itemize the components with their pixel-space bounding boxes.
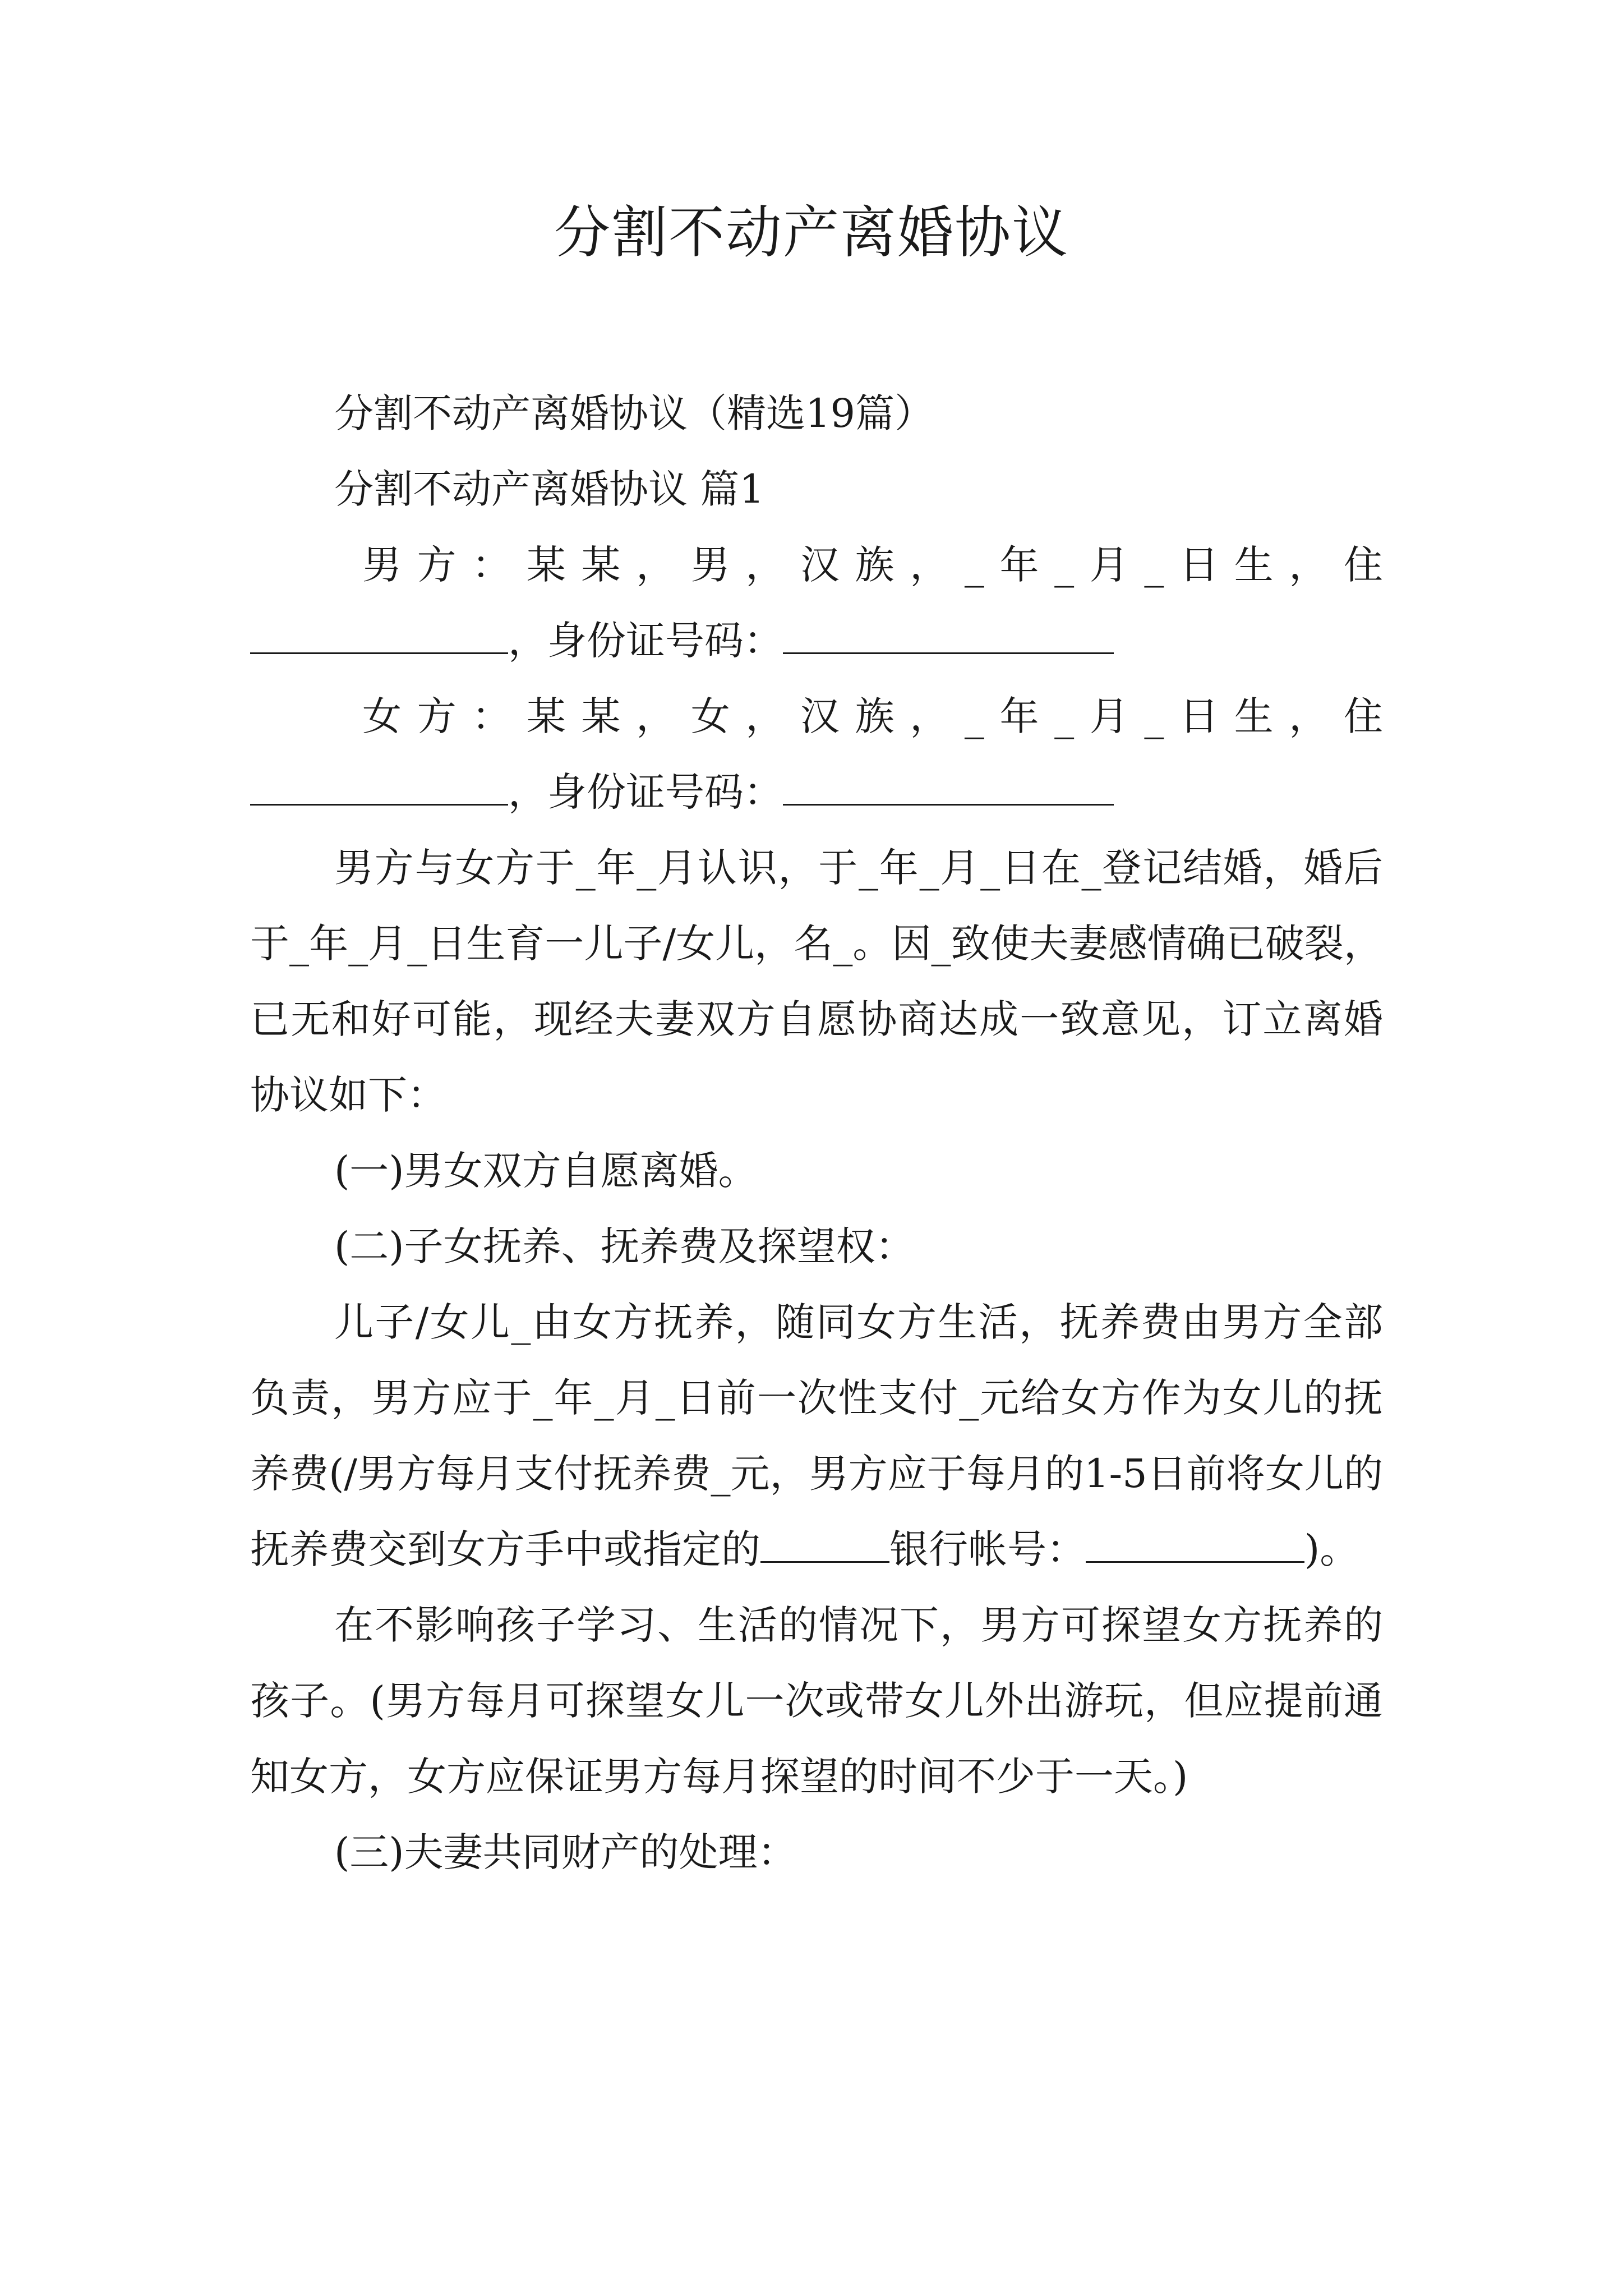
- party-char: _: [964, 693, 984, 739]
- party-char: 方: [417, 693, 457, 739]
- party-char: ，: [910, 542, 949, 588]
- party-char: _: [1054, 693, 1075, 739]
- male-party-id-line: [250, 603, 1383, 679]
- male-party-info: [250, 527, 1383, 679]
- party-char: ，: [1289, 693, 1329, 739]
- party-char: 汉: [800, 542, 840, 588]
- document-subtitle: 分割不动产离婚协议（精选19篇）: [334, 390, 934, 436]
- clause-1: (一)男女双方自愿离婚。: [334, 1148, 758, 1194]
- party-char: 月: [1089, 542, 1129, 588]
- party-char: 月: [1089, 693, 1129, 739]
- id-number-blank: [783, 769, 1114, 806]
- party-char: ，: [636, 693, 676, 739]
- address-blank: [250, 617, 508, 654]
- id-number-label: ，身份证号码：: [508, 618, 783, 664]
- party-char: ，: [745, 693, 785, 739]
- child-support-end: )。: [1304, 1526, 1359, 1572]
- party-char: ：: [472, 693, 511, 739]
- party-char: _: [964, 542, 984, 588]
- female-party-line: [250, 679, 1383, 754]
- party-char: 生: [1234, 693, 1274, 739]
- male-party-line: [250, 527, 1383, 603]
- party-char: 生: [1234, 542, 1274, 588]
- party-char: 住: [1343, 542, 1383, 588]
- document-title: 分割不动产离婚协议: [554, 200, 1069, 265]
- party-char: 某: [526, 542, 566, 588]
- bank-account-label: 银行帐号：: [889, 1526, 1086, 1572]
- party-char: 年: [999, 693, 1039, 739]
- party-char: 某: [581, 693, 621, 739]
- party-char: _: [1144, 693, 1164, 739]
- visitation-paragraph: 在不影响孩子学习、生活的情况下，男方可探望女方抚养的孩子。(男方每月可探望女儿一次或带女儿外出游玩，但应提前通知女方，女方应保证男方每月探望的时间不少于一天。): [250, 1602, 1383, 1800]
- clause-3: (三)夫妻共同财产的处理：: [334, 1829, 797, 1875]
- party-char: ：: [472, 542, 511, 588]
- party-char: 女: [362, 693, 402, 739]
- intro-paragraph: 男方与女方于_年_月认识，于_年_月_日在_登记结婚，婚后于_年_月_日生育一儿子/女儿，名_。因_致使夫妻感情确已破裂，已无和好可能，现经夫妻双方自愿协商达成一致意见，订立离婚协议如下：: [250, 845, 1383, 1118]
- party-char: 某: [581, 542, 621, 588]
- child-support-paragraph: [250, 1285, 1383, 1588]
- id-number-blank: [783, 617, 1114, 654]
- party-char: _: [1144, 542, 1164, 588]
- party-char: 某: [526, 693, 566, 739]
- party-char: 汉: [800, 693, 840, 739]
- party-char: ，: [910, 693, 949, 739]
- bank-account-blank: [1086, 1526, 1304, 1563]
- party-char: _: [1054, 542, 1075, 588]
- id-number-label: ，身份证号码：: [508, 769, 783, 815]
- address-blank: [250, 769, 508, 806]
- party-char: 日: [1179, 542, 1219, 588]
- party-char: 方: [417, 542, 457, 588]
- child-support-text: 儿子/女儿_由女方抚养，随同女方生活，抚养费由男方全部负责，男方应于_年_月_日前一次性支付_元给女方作为女儿的抚养费(/男方每月支付抚养费_元，男方应于每月的1-5日前将女儿的抚养费交到女方手中或指定的: [250, 1299, 1383, 1572]
- party-char: ，: [745, 542, 785, 588]
- document-body: [250, 376, 1383, 1890]
- party-char: ，: [636, 542, 676, 588]
- party-char: 女: [690, 693, 730, 739]
- party-char: 男: [362, 542, 402, 588]
- party-char: 族: [855, 693, 895, 739]
- party-char: 日: [1179, 693, 1219, 739]
- party-char: 族: [855, 542, 895, 588]
- bank-name-blank: [760, 1526, 889, 1563]
- party-char: 年: [999, 542, 1039, 588]
- clause-2: (二)子女抚养、抚养费及探望权：: [334, 1223, 915, 1269]
- party-char: ，: [1289, 542, 1329, 588]
- party-char: 男: [690, 542, 730, 588]
- party-char: 住: [1343, 693, 1383, 739]
- section-heading: 分割不动产离婚协议 篇1: [334, 466, 764, 512]
- female-party-id-line: [250, 754, 1383, 830]
- female-party-info: [250, 679, 1383, 830]
